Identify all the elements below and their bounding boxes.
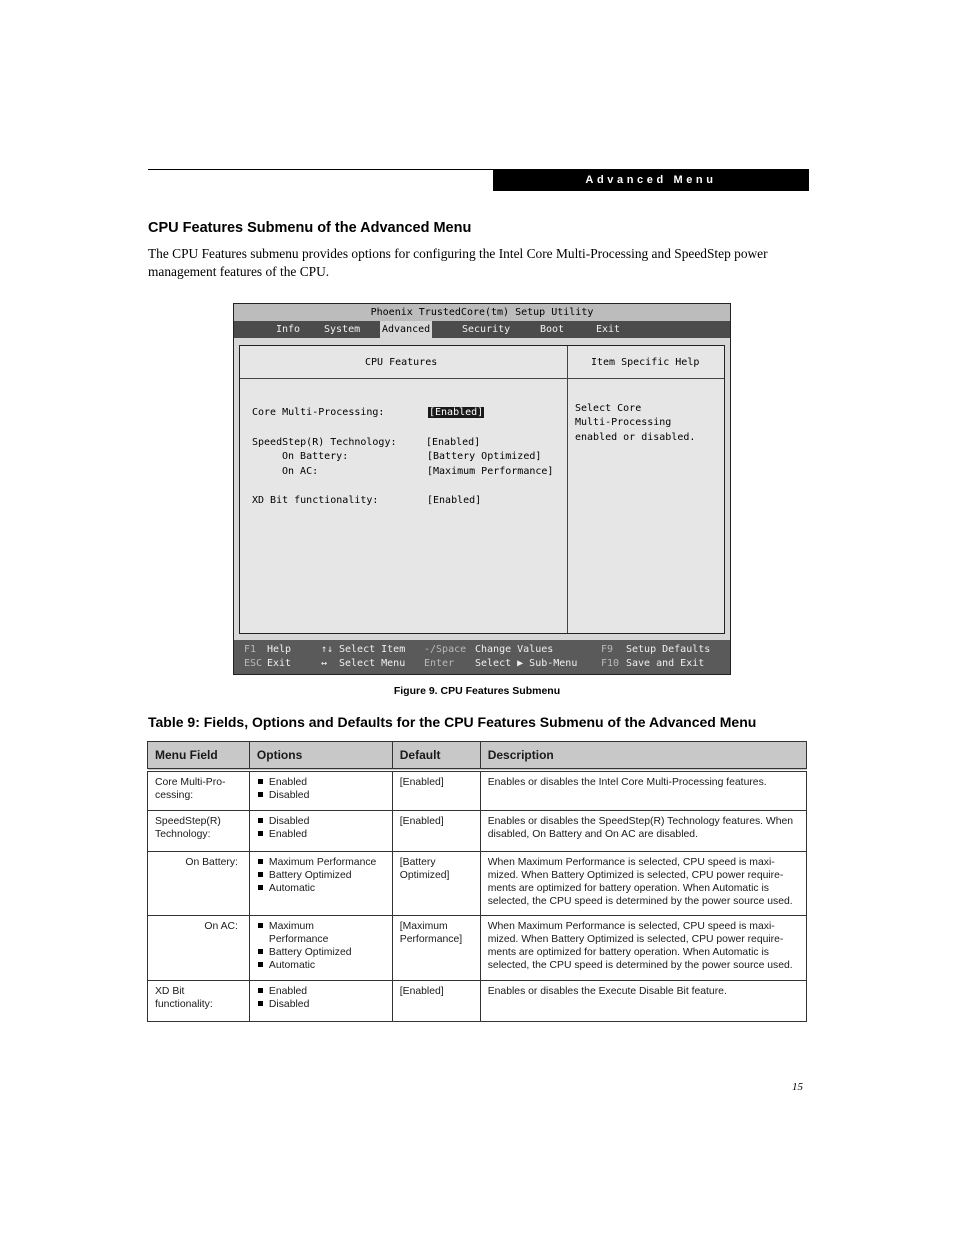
bios-menu-exit[interactable]: Exit (596, 324, 621, 335)
option-item: Disabled (257, 789, 385, 802)
menu-field-cell: Core Multi-Pro-cessing: (148, 770, 250, 810)
table-row (148, 915, 807, 980)
page-number: 15 (792, 1081, 803, 1093)
selected-value[interactable]: [Enabled] (429, 407, 484, 418)
bios-panel-title: CPU Features (365, 357, 438, 368)
options-cell (249, 810, 392, 851)
menu-field-cell: On Battery: (148, 851, 250, 915)
menu-field-cell: SpeedStep(R) Technology: (148, 810, 250, 851)
key-enter: Enter (424, 658, 455, 669)
description-cell: Enables or disables the Intel Core Multi-Processing features. (480, 770, 806, 810)
key-action-help: Help (267, 644, 292, 655)
setting-label-speedstep: SpeedStep(R) Technology: (252, 437, 397, 448)
bios-title-bar: Phoenix TrustedCore(tm) Setup Utility (234, 304, 730, 321)
option-item: Maximum Performance (257, 920, 339, 946)
key-action-save-exit: Save and Exit (626, 658, 705, 669)
arrows-updown-icon: ↑↓ (321, 644, 334, 655)
setting-value-speedstep[interactable]: [Enabled] (426, 437, 481, 448)
key-action-select-item: Select Item (339, 644, 406, 655)
bios-menu-info[interactable]: Info (276, 324, 301, 335)
column-header: Description (480, 742, 806, 771)
help-text-line: enabled or disabled. (575, 432, 696, 443)
description-cell: Enables or disables the Execute Disable Bit feature. (480, 980, 806, 1021)
default-cell: [Battery Optimized] (392, 851, 480, 915)
menu-field-cell: On AC: (148, 915, 250, 980)
description-cell: When Maximum Performance is selected, CPU speed is maxi-mized. When Battery Optimized is selected, CPU power require-ments are optimized for battery operation. When Automatic is selected, the CPU speed is determined by the power source used. (480, 851, 806, 915)
option-item: Automatic (257, 959, 339, 972)
bios-menu-security[interactable]: Security (462, 324, 511, 335)
options-table (147, 741, 807, 1022)
table-row (148, 770, 807, 810)
key-action-select-menu: Select Menu (339, 658, 406, 669)
help-text-line: Multi-Processing (575, 417, 672, 428)
setting-label-core-multiprocessing: Core Multi-Processing: (252, 407, 385, 418)
key-action-setup-defaults: Setup Defaults (626, 644, 711, 655)
setting-value-xd-bit[interactable]: [Enabled] (427, 495, 482, 506)
key-action-sub-menu: Select ▶ Sub-Menu (475, 658, 578, 669)
key-space: -/Space (424, 644, 467, 655)
bios-panel-divider (567, 346, 568, 633)
key-f9: F9 (601, 644, 614, 655)
default-cell: [Enabled] (392, 770, 480, 810)
setting-label-xd-bit: XD Bit functionality: (252, 495, 379, 506)
setting-value-core-multiprocessing[interactable] (428, 406, 484, 420)
table-row (148, 980, 807, 1021)
bios-main-panel (239, 345, 725, 634)
setting-label-on-ac: On AC: (282, 466, 319, 477)
key-f10: F10 (601, 658, 620, 669)
options-cell (249, 980, 392, 1021)
bios-menu-advanced[interactable]: Advanced (380, 321, 432, 338)
option-item: Enabled (257, 776, 385, 789)
option-item: Disabled (257, 998, 385, 1011)
bios-setup-screen (233, 303, 731, 675)
help-text-line: Select Core (575, 403, 642, 414)
table-row (148, 851, 807, 915)
default-cell: [Enabled] (392, 810, 480, 851)
key-esc: ESC (244, 658, 263, 669)
option-item: Battery Optimized (257, 946, 389, 959)
bios-menu-system[interactable]: System (324, 324, 361, 335)
menu-field-cell: XD Bit functionality: (148, 980, 250, 1021)
option-item: Battery Optimized (257, 869, 385, 882)
options-cell (249, 915, 392, 980)
column-header: Options (249, 742, 392, 771)
figure-caption: Figure 9. CPU Features Submenu (393, 685, 561, 697)
bios-header-divider (240, 378, 724, 379)
intro-paragraph: The CPU Features submenu provides options for configuring the Intel Core Multi-Processing and SpeedStep power management features of the CPU. (148, 246, 768, 279)
option-item: Automatic (257, 882, 385, 895)
default-cell: [Enabled] (392, 980, 480, 1021)
default-cell: [Maximum Performance] (392, 915, 480, 980)
bios-menu-bar (234, 321, 730, 338)
options-cell (249, 851, 392, 915)
setting-value-on-battery[interactable]: [Battery Optimized] (427, 451, 542, 462)
table-row (148, 810, 807, 851)
section-label-bar: Advanced Menu (493, 169, 809, 191)
bios-menu-boot[interactable]: Boot (540, 324, 565, 335)
option-item: Enabled (257, 828, 385, 841)
bios-footer-bar (234, 640, 730, 674)
table-title: Table 9: Fields, Options and Defaults for the CPU Features Submenu of the Advanced Menu (148, 714, 757, 730)
key-action-change-values: Change Values (475, 644, 554, 655)
key-action-exit: Exit (267, 658, 292, 669)
section-title: CPU Features Submenu of the Advanced Menu (148, 220, 472, 236)
setting-value-on-ac[interactable]: [Maximum Performance] (427, 466, 554, 477)
arrows-leftright-icon: ↔ (321, 658, 328, 669)
column-header: Default (392, 742, 480, 771)
option-item: Disabled (257, 815, 385, 828)
options-cell (249, 770, 392, 810)
column-header: Menu Field (148, 742, 250, 771)
key-f1: F1 (244, 644, 257, 655)
option-item: Enabled (257, 985, 385, 998)
bios-help-title: Item Specific Help (591, 357, 700, 368)
option-item: Maximum Performance (257, 856, 385, 869)
setting-label-on-battery: On Battery: (282, 451, 349, 462)
table-header-row (148, 742, 807, 771)
description-cell: Enables or disables the SpeedStep(R) Technology features. When disabled, On Battery and On AC are disabled. (480, 810, 806, 851)
description-cell: When Maximum Performance is selected, CPU speed is maxi-mized. When Battery Optimized is selected, CPU power require-ments are optimized for battery operation. When Automatic is selected, the CPU speed is determined by the power source used. (480, 915, 806, 980)
